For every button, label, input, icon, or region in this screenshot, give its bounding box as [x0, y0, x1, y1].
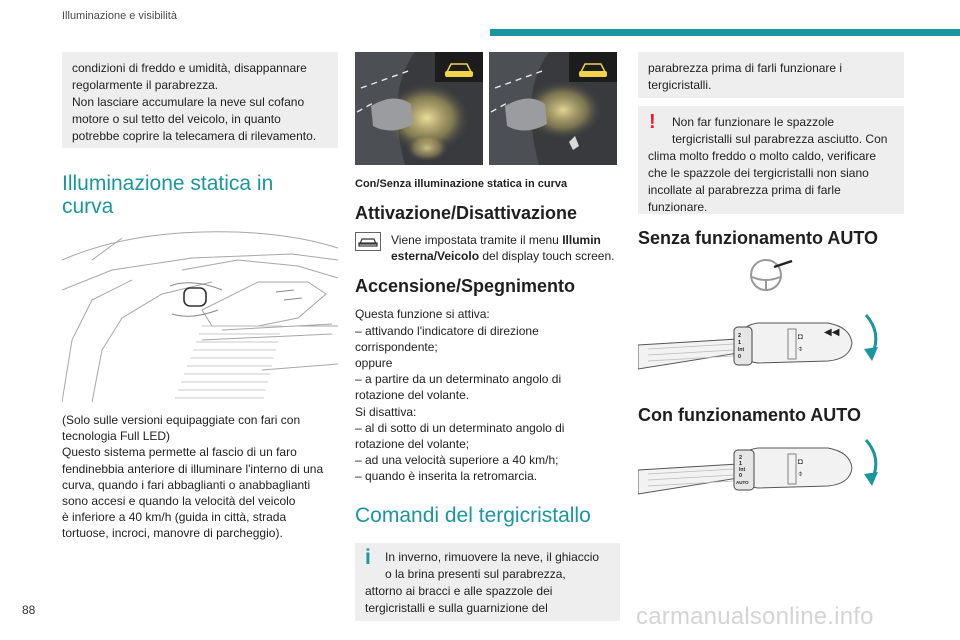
- header-accent-bar: [490, 29, 960, 36]
- vehicle-menu-icon: [355, 232, 381, 251]
- note-line: regolarmente il parabrezza.: [72, 78, 219, 92]
- note-box: [62, 52, 338, 148]
- body-line: – attivando l'indicatore di direzione: [355, 323, 539, 338]
- info-icon: i: [365, 545, 371, 569]
- body-line: curva, quando i fari abbaglianti o anabbaglianti: [62, 477, 311, 492]
- body-line: oppure: [355, 356, 393, 371]
- info-line: o la brina presenti sul parabrezza,: [385, 566, 566, 581]
- body-line: tecnologia Full LED): [62, 429, 171, 444]
- on-off-description: [355, 306, 620, 484]
- body-line: Questo sistema permette al fascio di un faro: [62, 445, 297, 460]
- section-title-line: Illuminazione statica in: [62, 172, 274, 195]
- warning-line: Non far funzionare le spazzole: [672, 115, 835, 129]
- watermark: carmanualsonline.info: [636, 603, 874, 630]
- warning-line: funzionare.: [648, 200, 708, 214]
- cornering-photos: [355, 52, 620, 170]
- body-line: rotazione del volante;: [355, 437, 470, 452]
- heading-without-auto: Senza funzionamento AUTO: [638, 228, 879, 248]
- stalk-illustration-manual: [638, 253, 904, 403]
- stalk-auto-label-auto: AUTO: [736, 480, 749, 485]
- header-title: Illuminazione e visibilità: [62, 10, 177, 22]
- note-line: tergicristalli.: [648, 78, 712, 92]
- steering-wheel-icon: [751, 260, 792, 290]
- body-line: – a partire da un determinato angolo di: [355, 372, 562, 387]
- menu-instruction: [355, 232, 620, 264]
- svg-text:◘: ◘: [798, 332, 803, 341]
- body-line: fendinebbia anteriore di illuminare l'interno di una: [62, 461, 324, 476]
- stalk-illustration-auto: [638, 430, 904, 520]
- heading-activation: Attivazione/Disattivazione: [355, 203, 578, 223]
- svg-text:⌽: ⌽: [798, 469, 803, 478]
- column-right: [638, 52, 904, 520]
- warning-box: [638, 106, 904, 214]
- column-left: [62, 52, 338, 542]
- body-line: rotazione del volante.: [355, 388, 470, 403]
- stalk-auto-label-int: Int: [739, 467, 746, 473]
- warning-line: clima molto freddo o molto caldo, verificare: [648, 149, 877, 163]
- stalk-label-2: 2: [738, 333, 742, 339]
- body-line: – al di sotto di un determinato angolo di: [355, 420, 565, 435]
- info-box: [355, 543, 620, 621]
- stalk-label-0: 0: [738, 354, 742, 360]
- heading-with-auto: Con funzionamento AUTO: [638, 405, 861, 425]
- note-line: potrebbe coprire la telecamera di rilevamento.: [72, 129, 317, 143]
- note-line: parabrezza prima di farli funzionare i: [648, 61, 843, 75]
- continued-note-box: [638, 52, 904, 98]
- body-line: corrispondente;: [355, 339, 438, 354]
- info-line: tergicristalli e sulla guarnizione del: [365, 600, 548, 615]
- column-middle: [355, 52, 620, 621]
- fog-light-illustration: [62, 230, 338, 402]
- body-line: tortuose, incroci, manovre di parcheggio).: [62, 526, 283, 541]
- warning-line: incollate al parabrezza prima di farle: [648, 183, 841, 197]
- menu-text-part: Viene impostata tramite il menu: [391, 233, 563, 247]
- section-title-wipers: Comandi del tergicristallo: [355, 503, 591, 527]
- warning-line: tergicristalli sul parabrezza asciutto. Con: [672, 132, 888, 146]
- body-line: – quando è inserita la retromarcia.: [355, 469, 538, 484]
- stalk-auto-label-1: 1: [739, 461, 743, 467]
- svg-text:◀◀: ◀◀: [824, 327, 840, 338]
- menu-name-bold: esterna/Veicolo: [391, 249, 480, 264]
- body-line: Questa funzione si attiva:: [355, 307, 490, 322]
- menu-instruction-text: [391, 232, 614, 264]
- section-title-static-cornering: [62, 172, 338, 218]
- body-line: Si disattiva:: [355, 404, 417, 419]
- info-line: attorno ai bracci e alle spazzole dei: [365, 583, 553, 598]
- heading-on-off: Accensione/Spegnimento: [355, 276, 576, 297]
- svg-text:◘: ◘: [798, 457, 803, 466]
- note-line: Non lasciare accumulare la neve sul cofano: [72, 95, 305, 109]
- photo-with-cornering-light: [355, 52, 483, 170]
- note-line: motore o sul tetto del veicolo, in quanto: [72, 112, 281, 126]
- page-number: 88: [22, 603, 36, 617]
- stalk-auto-label-0: 0: [739, 473, 743, 479]
- note-line: condizioni di freddo e umidità, disappannare: [72, 61, 307, 75]
- info-line: In inverno, rimuovere la neve, il ghiaccio: [385, 549, 600, 564]
- section-title-line: curva: [62, 195, 114, 218]
- warning-icon: !: [649, 111, 656, 133]
- static-cornering-description: [62, 412, 338, 542]
- stalk-auto-label-2: 2: [739, 455, 743, 461]
- warning-line: che le spazzole dei tergicristalli non siano: [648, 166, 869, 180]
- body-line: – ad una velocità superiore a 40 km/h;: [355, 453, 559, 468]
- menu-text-part: del display touch screen.: [479, 249, 615, 264]
- stalk-label-1: 1: [738, 340, 742, 346]
- menu-name-bold: Illumin: [562, 233, 601, 247]
- body-line: è inferiore a 40 km/h (guida in città, strada: [62, 510, 287, 525]
- photo-without-cornering-light: [489, 52, 617, 170]
- body-line: (Solo sulle versioni equipaggiate con fari con: [62, 413, 301, 427]
- stalk-label-int: Int: [738, 347, 745, 353]
- photo-caption: Con/Senza illuminazione statica in curva: [355, 178, 568, 190]
- body-line: sono accesi e quando la velocità del veicolo: [62, 494, 296, 509]
- svg-text:⌽: ⌽: [798, 344, 803, 353]
